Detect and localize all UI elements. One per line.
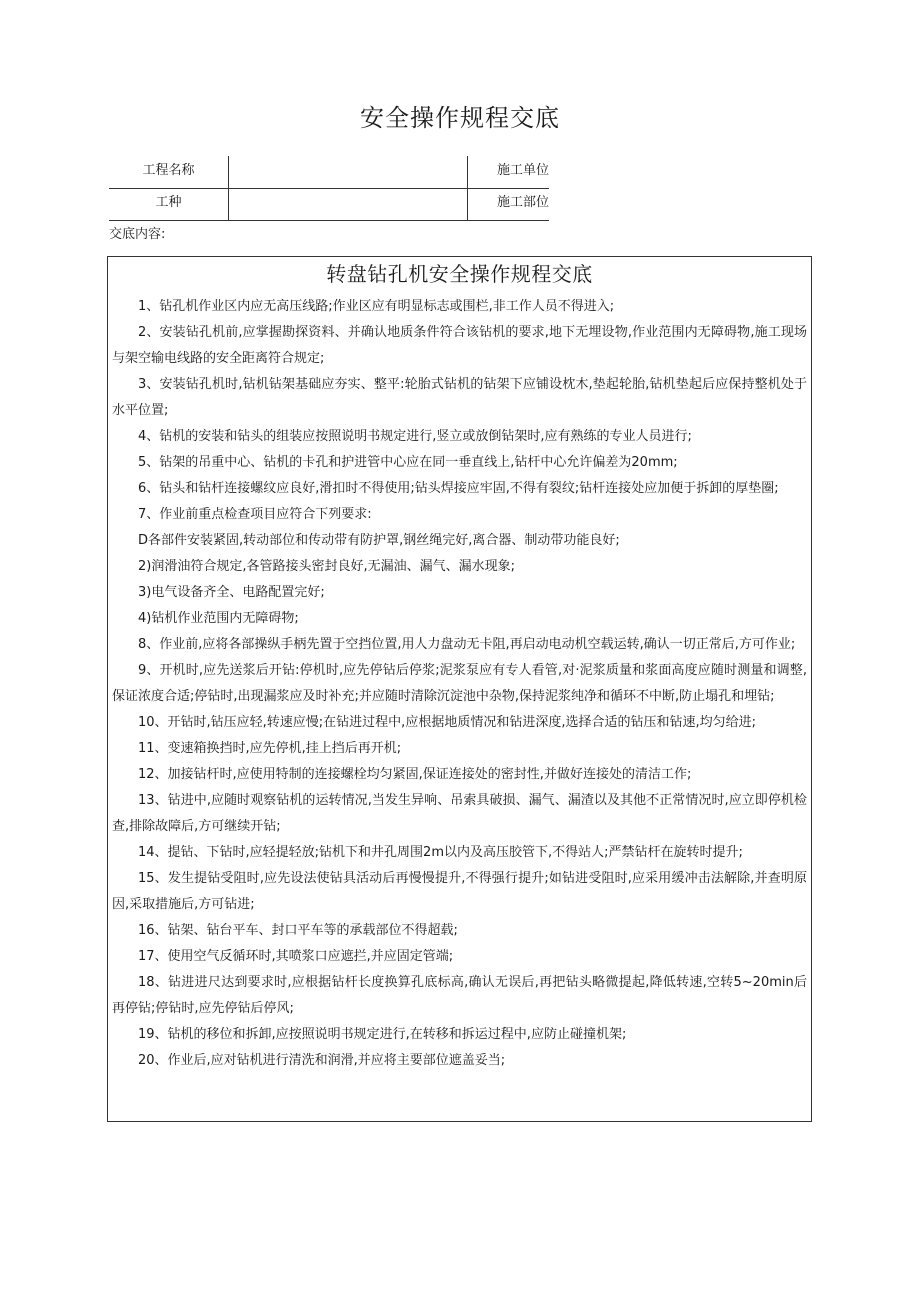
document-title: 安全操作规程交底 xyxy=(360,104,560,132)
rule-item: 1、钻孔机作业区内应无高压线路;作业区应有明显标志或围栏,非工作人员不得进入; xyxy=(138,299,615,314)
work-type-value xyxy=(228,188,468,220)
rule-item: 10、开钻时,钻压应轻,转速应慢;在钻进过程中,应根据地质情况和钻进深度,选择合适的钻压和钻速,均匀给进; xyxy=(138,715,756,730)
rule-subitem: 2)润滑油符合规定,各管路接头密封良好,无漏油、漏气、漏水现象; xyxy=(138,559,515,574)
rule-item: 16、钻架、钻台平车、封口平车等的承载部位不得超载; xyxy=(138,923,458,938)
rule-item: 8、作业前,应将各部操纵手柄先置于空挡位置,用人力盘动无卡阻,再启动电动机空载运转,确认一切正常后,方可作业; xyxy=(138,637,796,652)
rule-item: 7、作业前重点检查项目应符合下列要求: xyxy=(138,507,372,522)
rule-item: 20、作业后,应对钻机进行清洗和润滑,并应将主要部位遮盖妥当; xyxy=(138,1053,506,1068)
project-info-table xyxy=(109,156,549,220)
rule-item: 13、钻进中,应随时观察钻机的运转情况,当发生异响、吊索具破损、漏气、漏渣以及其他不正常情况时,应立即停机检查,排除故障后,方可继续开钻; xyxy=(112,793,807,834)
rule-item: 6、钻头和钻杆连接螺纹应良好,滑扣时不得使用;钻头焊接应牢固,不得有裂纹;钻杆连接处应加便于拆卸的厚垫圈; xyxy=(138,481,779,496)
rule-subitem: 4)钻机作业范围内无障碍物; xyxy=(138,611,299,626)
disclosure-content-box xyxy=(107,256,812,1122)
rule-item: 15、发生提钻受阻时,应先设法使钻具活动后再慢慢提升,不得强行提升;如钻进受阻时,应采用缓冲击法解除,并查明原因,采取措施后,方可钻进; xyxy=(112,871,807,912)
rule-item: 2、安装钻孔机前,应掌握勘探资料、并确认地质条件符合该钻机的要求,地下无埋设物,作业范围内无障碍物,施工现场与架空输电线路的安全距离符合规定; xyxy=(112,325,807,366)
project-name-value xyxy=(228,156,468,188)
work-type-label: 工种 xyxy=(155,195,182,210)
rule-item: 9、开机时,应先送浆后开钻:停机时,应先停钻后停浆;泥浆泵应有专人看管,对·泥浆质量和浆面高度应随时测量和调整,保证浓度合适;停钻时,出现漏浆应及时补充;并应随时清除沉淀池中杂物,保持泥浆纯净和循环不中断,防止塌孔和埋钻; xyxy=(112,663,807,704)
rule-item: 5、钻架的吊重中心、钻机的卡孔和护进管中心应在同一垂直线上,钻杆中心允许偏差为20mm; xyxy=(138,455,678,470)
rule-item: 18、钻进进尺达到要求时,应根据钻杆长度换算孔底标高,确认无误后,再把钻头略微提起,降低转速,空转5~20min后再停钻;停钻时,应先停钻后停风; xyxy=(112,975,807,1016)
rule-item: 14、提钻、下钻时,应轻提轻放;钻机下和井孔周围2m以内及高压胶管下,不得站人;严禁钻杆在旋转时提升; xyxy=(138,845,743,860)
rule-item: 17、使用空气反循环时,其喷浆口应遮拦,并应固定管端; xyxy=(138,949,454,964)
construction-part-label: 施工部位 xyxy=(496,195,549,210)
rule-list xyxy=(112,294,807,1074)
rule-subitem: 3)电气设备齐全、电路配置完好; xyxy=(138,585,325,600)
project-name-label: 工程名称 xyxy=(142,163,195,178)
info-row-project xyxy=(109,156,549,189)
content-title: 转盘钻孔机安全操作规程交底 xyxy=(326,262,593,286)
rule-item: 4、钻机的安装和钻头的组装应按照说明书规定进行,竖立或放倒钻架时,应有熟练的专业人员进行; xyxy=(138,429,692,444)
disclosure-content-label: 交底内容: xyxy=(109,227,166,242)
rule-item: 12、加接钻杆时,应使用特制的连接螺栓均匀紧固,保证连接处的密封性,并做好连接处的清洁工作; xyxy=(138,767,692,782)
rule-item: 3、安装钻孔机时,钻机钻架基础应夯实、整平:轮胎式钻机的钻架下应铺设枕木,垫起轮胎,钻机垫起后应保持整机处于水平位置; xyxy=(112,377,807,418)
rule-item: 19、钻机的移位和拆卸,应按照说明书规定进行,在转移和拆运过程中,应防止碰撞机架; xyxy=(138,1027,627,1042)
info-row-work-type xyxy=(109,188,549,221)
rule-item: 11、变速箱换挡时,应先停机,挂上挡后再开机; xyxy=(138,741,402,756)
construction-unit-label: 施工单位 xyxy=(496,163,549,178)
rule-subitem: D各部件安装紧固,转动部位和传动带有防护罩,钢丝绳完好,离合器、制动带功能良好; xyxy=(138,533,620,548)
